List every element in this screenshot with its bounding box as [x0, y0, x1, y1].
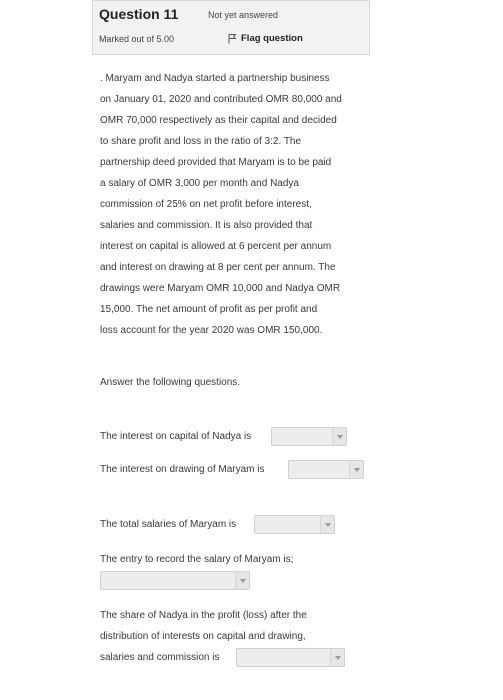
chevron-down-icon: [349, 461, 363, 478]
answer-select-2[interactable]: [288, 460, 364, 479]
subquestion-5-line: The share of Nadya in the profit (loss) after the: [100, 610, 307, 621]
problem-text: [100, 68, 380, 341]
subquestion-3-label: The total salaries of Maryam is: [100, 519, 237, 530]
problem-line: on January 01, 2020 and contributed OMR 80,000 and: [100, 94, 342, 105]
flag-question-button[interactable]: [228, 33, 303, 44]
problem-line: . Maryam and Nadya started a partnership business: [100, 73, 330, 84]
chevron-down-icon: [320, 516, 334, 533]
answer-select-3[interactable]: [254, 515, 335, 534]
chevron-down-icon: [235, 572, 249, 589]
answer-select-1[interactable]: [271, 427, 347, 446]
subquestion-5-line: distribution of interests on capital and drawing,: [100, 631, 306, 642]
problem-line: to share profit and loss in the ratio of 3:2. The: [100, 136, 302, 147]
subquestion-5-line: salaries and commission is: [100, 652, 220, 663]
problem-line: commission of 25% on net profit before interest,: [100, 199, 312, 210]
question-state: Not yet answered: [208, 10, 279, 20]
problem-line: a salary of OMR 3,000 per month and Nadya: [100, 178, 299, 189]
problem-line: salaries and commission. It is also provided that: [100, 220, 313, 231]
chevron-down-icon: [330, 649, 344, 666]
question-info-panel: [92, 0, 370, 55]
chevron-down-icon: [332, 428, 346, 445]
problem-line: loss account for the year 2020 was OMR 150,000.: [100, 325, 323, 336]
subquestion-1-label: The interest on capital of Nadya is: [100, 431, 252, 442]
answer-select-5[interactable]: [236, 648, 345, 667]
problem-line: OMR 70,000 respectively as their capital and decided: [100, 115, 337, 126]
problem-line: and interest on drawing at 8 per cent per annum. The: [100, 262, 336, 273]
subquestion-2-label: The interest on drawing of Maryam is: [100, 464, 265, 475]
question-marks: Marked out of 5.00: [99, 34, 175, 44]
instructions-text: Answer the following questions.: [100, 377, 241, 388]
answer-select-4[interactable]: [100, 571, 250, 590]
flag-question-label: Flag question: [241, 33, 303, 44]
problem-line: interest on capital is allowed at 6 percent per annum: [100, 241, 332, 252]
problem-line: partnership deed provided that Maryam is to be paid: [100, 157, 332, 168]
flag-icon: [228, 33, 237, 44]
problem-line: 15,000. The net amount of profit as per profit and: [100, 304, 318, 315]
question-number: Question 11: [99, 6, 179, 22]
subquestion-4-label: The entry to record the salary of Maryam is;: [100, 554, 294, 565]
problem-line: drawings were Maryam OMR 10,000 and Nadya OMR: [100, 283, 341, 294]
